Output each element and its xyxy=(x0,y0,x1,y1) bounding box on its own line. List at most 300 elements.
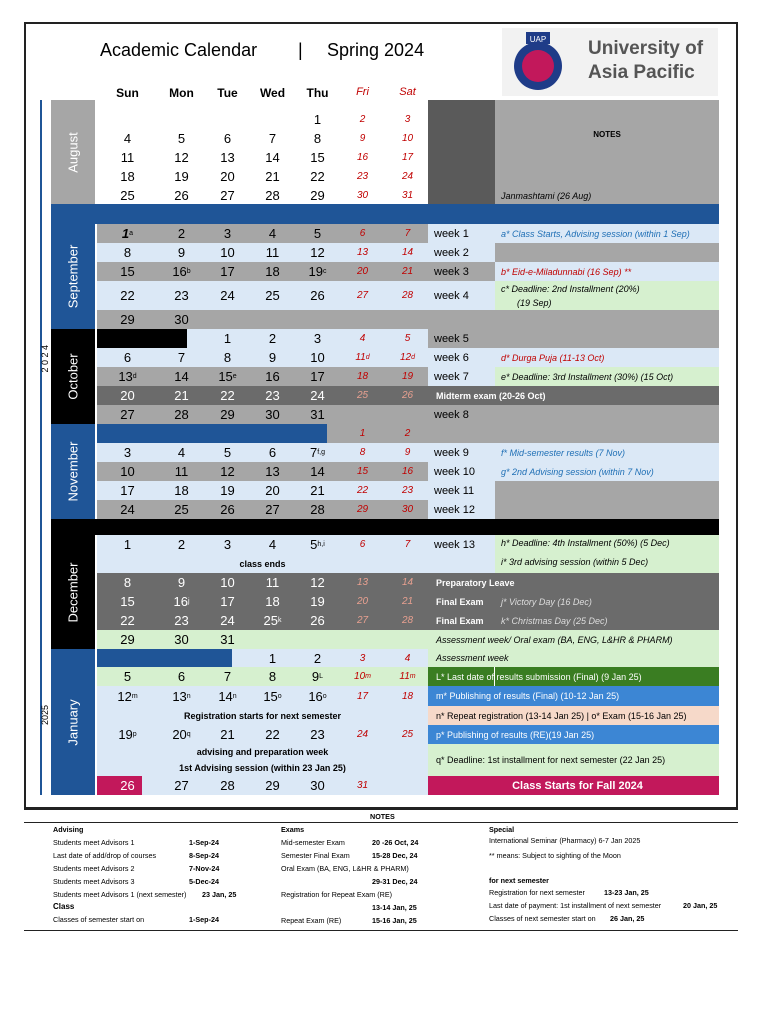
day-cell: 4 xyxy=(404,652,411,664)
day-cell: 14 xyxy=(401,577,414,588)
day-cell: 16 o xyxy=(308,688,327,704)
weekday-sat: Sat xyxy=(399,86,416,98)
day-cell: 21 xyxy=(310,483,325,498)
day-cell: 23 xyxy=(356,171,369,182)
day-cell: 21 xyxy=(265,169,280,184)
exam-item: Semester Final Exam xyxy=(281,851,350,860)
day-cell: 19 xyxy=(310,594,325,609)
exam-date: 15-28 Dec, 24 xyxy=(372,851,418,860)
note-text: g* 2nd Advising session (within 7 Nov) xyxy=(501,466,654,477)
footer-title: NOTES xyxy=(370,812,395,821)
day-cell: 28 xyxy=(265,188,280,203)
year-2024-label: 2 0 2 4 xyxy=(40,345,50,373)
day-cell: 11 d xyxy=(355,352,370,363)
weekday-mon: Mon xyxy=(169,86,194,100)
day-cell: 13 xyxy=(356,577,369,588)
day-cell: 10 xyxy=(220,575,235,590)
day-cell: 19 xyxy=(220,483,235,498)
day-cell: 7 xyxy=(177,350,186,365)
day-cell: 20 xyxy=(356,266,369,277)
weekday-fri: Fri xyxy=(356,86,369,98)
day-cell: 7 f,g xyxy=(309,445,326,460)
day-cell: 6 xyxy=(123,350,132,365)
day-cell: 12 xyxy=(310,575,325,590)
day-cell: 25 xyxy=(356,390,369,401)
day-cell: 5 xyxy=(404,333,411,344)
week-label: week 3 xyxy=(434,265,469,278)
day-cell: 18 xyxy=(120,169,135,184)
day-cell: 17 xyxy=(310,369,325,384)
day-cell: 1 xyxy=(223,331,232,346)
logo-name-line2: Asia Pacific xyxy=(588,62,695,83)
day-cell: 15 e xyxy=(218,369,237,384)
note-text: e* Deadline: 3rd Installment (30%) (15 Oct) xyxy=(501,371,674,382)
weekday-thu: Thu xyxy=(306,86,329,100)
day-cell: 29 xyxy=(120,312,135,327)
day-cell: 26 xyxy=(310,613,325,628)
advising-date: 7-Nov-24 xyxy=(189,864,220,873)
class-item: Classes of semester start on xyxy=(53,915,145,924)
next-semester-date: 20 Jan, 25 xyxy=(683,901,718,910)
day-cell: 15 o xyxy=(263,688,282,704)
day-cell: 23 xyxy=(265,388,280,403)
note-text: k* Christmas Day (25 Dec) xyxy=(501,615,608,626)
day-cell: 22 xyxy=(220,388,235,403)
day-cell: 10 xyxy=(220,245,235,260)
day-cell: 18 xyxy=(356,371,369,382)
event-band: Midterm exam (20-26 Oct) xyxy=(436,390,546,401)
day-cell: 1 xyxy=(313,112,322,127)
day-cell: 24 xyxy=(356,729,369,740)
day-cell: 17 xyxy=(120,483,135,498)
day-cell: 28 xyxy=(174,407,189,422)
day-cell: 18 xyxy=(265,264,280,279)
day-cell: 3 xyxy=(223,537,232,552)
row-subtitle: Registration starts for next semester xyxy=(183,710,342,721)
day-cell: 16 xyxy=(356,152,369,163)
day-cell: 31 xyxy=(356,780,369,791)
advising-date: 5-Dec-24 xyxy=(189,877,219,886)
day-cell: 9 xyxy=(177,245,186,260)
day-cell: 17 xyxy=(220,264,235,279)
cell-bg xyxy=(51,204,719,224)
year-rule xyxy=(40,100,42,795)
cell-bg xyxy=(495,243,719,262)
day-cell: 14 xyxy=(174,369,189,384)
exam-item: Registration for Repeat Exam (RE) xyxy=(281,890,393,899)
note-text: q* Deadline: 1st installment for next semester (22 Jan 25) xyxy=(436,754,666,765)
day-cell: 26 xyxy=(220,502,235,517)
day-cell: 12 m xyxy=(117,688,138,704)
day-cell: 7 xyxy=(223,669,232,684)
week-label: week 10 xyxy=(434,465,475,478)
advising-item: Last date of add/drop of courses xyxy=(53,851,157,860)
day-cell: 22 xyxy=(310,169,325,184)
note-text: Janmashtami (26 Aug) xyxy=(501,190,592,201)
month-name: December xyxy=(65,562,81,622)
university-logo xyxy=(502,28,718,96)
week-label: week 2 xyxy=(434,246,469,259)
day-cell: 10 xyxy=(401,133,414,144)
day-cell: 8 xyxy=(223,350,232,365)
day-cell: 9 xyxy=(404,447,411,458)
week-label: week 6 xyxy=(434,351,469,364)
day-cell: 24 xyxy=(220,288,235,303)
month-label-november xyxy=(51,424,95,519)
row-subtitle: advising and preparation week xyxy=(196,747,329,757)
day-cell: 2 xyxy=(177,226,186,241)
day-cell: 4 xyxy=(123,131,132,146)
exam-date: 29-31 Dec, 24 xyxy=(372,877,418,886)
advising-date: 23 Jan, 25 xyxy=(202,890,237,899)
weekday-wed: Wed xyxy=(259,86,286,100)
day-cell: 26 xyxy=(174,188,189,203)
advising-item: Students meet Advisors 1 xyxy=(53,838,135,847)
note-text: j* Victory Day (16 Dec) xyxy=(501,596,592,607)
day-cell: 18 xyxy=(174,483,189,498)
next-semester-item: Last date of payment: 1st installment of next semester xyxy=(489,901,662,910)
logo-name-line1: University of xyxy=(588,38,704,59)
month-label-september xyxy=(51,224,95,329)
day-cell: 27 xyxy=(356,290,369,301)
exam-date: 20 -26 Oct, 24 xyxy=(372,838,419,847)
exam-item: Repeat Exam (RE) xyxy=(281,916,342,925)
day-cell: 7 xyxy=(268,131,277,146)
day-cell: 10 xyxy=(310,350,325,365)
event-band: Assessment week/ Oral exam (BA, ENG, L&HR & PHARM) xyxy=(436,634,673,645)
month-name: August xyxy=(65,131,81,173)
day-cell: 2 xyxy=(313,650,322,666)
month-name: September xyxy=(65,244,81,309)
day-cell: 19 c xyxy=(308,264,327,279)
day-cell: 17 xyxy=(356,690,369,702)
week-label: week 4 xyxy=(434,289,469,302)
row-subtitle: class ends xyxy=(239,558,286,569)
day-cell: 23 xyxy=(174,288,189,303)
advising-item: Students meet Advisors 3 xyxy=(53,877,135,886)
day-cell: 22 xyxy=(120,613,135,628)
day-cell: 2 xyxy=(359,114,366,125)
day-cell: 8 xyxy=(313,131,322,146)
week-label: week 1 xyxy=(434,227,469,240)
day-cell: 14 xyxy=(265,150,280,165)
month-name: January xyxy=(65,698,81,746)
calendar-title: Academic Calendar xyxy=(100,40,258,60)
day-cell: 6 xyxy=(359,228,366,239)
day-cell: 28 xyxy=(220,778,235,793)
day-cell: 4 xyxy=(268,537,277,552)
day-cell: 13 xyxy=(356,247,369,258)
week-label: week 11 xyxy=(434,484,475,497)
day-cell: 3 xyxy=(313,331,322,346)
footer-rule xyxy=(24,930,738,931)
day-cell: 24 xyxy=(310,388,325,403)
notes-heading: NOTES xyxy=(593,130,621,139)
note-text: L* Last date of results submission (Final) (9 Jan 25) xyxy=(436,671,642,682)
day-cell: 6 xyxy=(268,445,277,460)
footer-rule xyxy=(24,809,738,810)
day-cell: 27 xyxy=(265,502,280,517)
day-cell: 24 xyxy=(120,502,135,517)
day-cell: 18 xyxy=(401,690,414,702)
day-cell: 24 xyxy=(220,613,235,628)
day-cell: 22 xyxy=(356,485,369,496)
day-cell: 22 xyxy=(120,288,135,303)
day-cell: 19 xyxy=(401,371,414,382)
day-cell: 8 xyxy=(123,575,132,590)
uap-seal-icon xyxy=(502,28,582,96)
next-semester-date: 26 Jan, 25 xyxy=(610,914,645,923)
week-label: week 9 xyxy=(434,446,469,459)
day-cell: 23 xyxy=(310,727,325,742)
day-cell: 9 xyxy=(359,133,366,144)
day-cell: 12 xyxy=(220,464,235,479)
month-name: October xyxy=(65,353,81,400)
day-cell: 25 xyxy=(401,729,414,740)
day-cell: 30 xyxy=(174,632,189,647)
day-cell: 10 xyxy=(120,464,135,479)
day-cell: 15 xyxy=(356,466,369,477)
day-cell: 1 a xyxy=(121,226,134,241)
cell-bg xyxy=(97,424,327,443)
cell-bg xyxy=(187,310,428,329)
event-band: Final Exam xyxy=(436,596,484,607)
day-cell: 13 xyxy=(265,464,280,479)
day-cell: 9 xyxy=(177,575,186,590)
year-2025-label: 2025 xyxy=(40,705,50,726)
footer-rule xyxy=(24,822,738,823)
cell-bg xyxy=(97,649,232,667)
event-band: Assessment week xyxy=(436,653,509,663)
day-cell: 3 xyxy=(223,226,232,241)
day-cell: 30 xyxy=(310,778,325,793)
cell-bg xyxy=(495,481,719,519)
cell-bg xyxy=(495,405,719,443)
month-label-august xyxy=(51,100,95,204)
day-cell: 5 xyxy=(313,226,322,241)
day-cell: 31 xyxy=(220,632,235,647)
day-cell: 9 xyxy=(268,350,277,365)
day-cell: 11 xyxy=(265,575,280,590)
weekday-sun: Sun xyxy=(116,86,139,100)
special-item: ** means: Subject to sighting of the Moon xyxy=(489,851,621,860)
day-cell: 8 xyxy=(268,669,277,684)
day-cell: 27 xyxy=(174,778,189,793)
day-cell: 5 xyxy=(177,131,186,146)
day-cell: 6 xyxy=(359,539,366,550)
next-semester-item: Registration for next semester xyxy=(489,888,585,897)
month-label-december xyxy=(51,535,95,649)
week-label: week 13 xyxy=(434,538,475,551)
day-cell: 21 xyxy=(401,266,414,277)
day-cell: 10 m xyxy=(354,671,371,682)
day-cell: 15 xyxy=(310,150,325,165)
day-cell: 17 xyxy=(401,152,414,163)
day-cell: 4 xyxy=(177,445,186,460)
day-cell: 2 xyxy=(177,537,186,552)
day-cell: 1 xyxy=(359,428,366,439)
weekday-tue: Tue xyxy=(217,86,238,100)
month-label-october xyxy=(51,329,95,424)
week-label: week 8 xyxy=(434,408,469,421)
cell-bg xyxy=(428,100,495,204)
day-cell: 5 h,i xyxy=(310,537,325,552)
day-cell: 16 j xyxy=(173,594,190,609)
day-cell: 20 xyxy=(220,169,235,184)
day-cell: 5 xyxy=(223,445,232,460)
day-cell: 20 xyxy=(356,596,369,607)
day-cell: 12 xyxy=(174,150,189,165)
day-cell: 23 xyxy=(401,485,414,496)
day-cell: 5 xyxy=(123,669,132,684)
day-cell: 12 d xyxy=(399,352,416,363)
day-cell: 18 xyxy=(265,594,280,609)
day-cell: 15 xyxy=(120,264,135,279)
day-cell: 30 xyxy=(401,504,414,515)
week-label: week 12 xyxy=(434,503,475,516)
day-cell: 25 xyxy=(265,288,280,303)
day-cell: 16 xyxy=(401,466,414,477)
day-cell: 20 xyxy=(120,388,135,403)
week-label: week 7 xyxy=(434,370,469,383)
special-heading: Special xyxy=(489,825,515,834)
day-cell: 29 xyxy=(310,188,325,203)
note-text: m* Publishing of results (Final) (10-12 Jan 25) xyxy=(436,691,620,701)
day-cell: 28 xyxy=(401,290,414,301)
advising-date: 8-Sep-24 xyxy=(189,851,219,860)
day-cell: 12 xyxy=(310,245,325,260)
day-cell: 19 xyxy=(174,169,189,184)
day-cell: 11 xyxy=(174,464,189,479)
day-cell: 25 xyxy=(120,188,135,203)
day-cell: 13 xyxy=(220,150,235,165)
next-semester-item: Classes of next semester start on xyxy=(489,914,596,923)
logo-badge: UAP xyxy=(529,35,547,44)
day-cell: 14 n xyxy=(218,688,237,704)
day-cell: 31 xyxy=(310,407,325,422)
day-cell: 20 xyxy=(265,483,280,498)
day-cell: 11 m xyxy=(399,671,416,682)
day-cell: 7 xyxy=(404,228,411,239)
day-cell: 24 xyxy=(401,171,414,182)
week-label: week 5 xyxy=(434,332,469,345)
advising-item: Students meet Advisors 1 (next semester) xyxy=(53,890,187,899)
day-cell: 25 k xyxy=(263,613,282,628)
class-date: 1-Sep-24 xyxy=(189,915,219,924)
row-subtitle: 1st Advising session (within 23 Jan 25) xyxy=(179,763,346,773)
day-cell: 30 xyxy=(174,312,189,327)
day-cell: 30 xyxy=(356,190,369,201)
day-cell: 8 xyxy=(123,245,132,260)
day-cell: 2 xyxy=(268,331,277,346)
title-divider: | xyxy=(298,40,303,60)
day-cell: 16 xyxy=(265,369,280,384)
exam-date: 13-14 Jan, 25 xyxy=(372,903,417,912)
advising-item: Students meet Advisors 2 xyxy=(53,864,135,873)
day-cell: 13 n xyxy=(172,688,191,704)
advising-heading: Advising xyxy=(53,825,84,834)
day-cell: 30 xyxy=(265,407,280,422)
day-cell: 6 xyxy=(177,669,186,684)
event-band: Preparatory Leave xyxy=(436,577,515,588)
next-semester-heading: for next semester xyxy=(489,876,549,885)
cell-bg xyxy=(97,329,187,348)
day-cell: 26 xyxy=(120,778,135,793)
term-label: Spring 2024 xyxy=(327,40,425,60)
day-cell: 20 q xyxy=(172,727,191,742)
day-cell: 19 p xyxy=(118,727,137,742)
day-cell: 2 xyxy=(404,428,411,439)
day-cell: 3 xyxy=(359,652,366,664)
day-cell: 3 xyxy=(404,114,411,125)
day-cell: 13 d xyxy=(118,369,137,384)
day-cell: 1 xyxy=(268,650,277,666)
day-cell: 6 xyxy=(223,131,232,146)
exam-item: Oral Exam (BA, ENG, L&HR & PHARM) xyxy=(281,864,409,873)
note-text: p* Publishing of results (RE)(19 Jan 25) xyxy=(436,729,595,740)
day-cell: 29 xyxy=(265,778,280,793)
note-text: n* Repeat registration (13-14 Jan 25) | o* Exam (15-16 Jan 25) xyxy=(436,710,687,721)
note-text: h* Deadline: 4th Installment (50%) (5 Dec) xyxy=(501,538,670,548)
day-cell: 26 xyxy=(310,288,325,303)
day-cell: 4 xyxy=(268,226,277,241)
day-cell: 31 xyxy=(401,190,414,201)
day-cell: 11 xyxy=(265,245,280,260)
day-cell: 14 xyxy=(310,464,325,479)
day-cell: 7 xyxy=(404,539,411,550)
day-cell: 29 xyxy=(120,632,135,647)
day-cell: 27 xyxy=(120,407,135,422)
day-cell: 9 L xyxy=(311,669,324,684)
day-cell: 29 xyxy=(356,504,369,515)
note-text: i* 3rd advising session (within 5 Dec) xyxy=(501,556,649,567)
exam-item: Mid-semester Exam xyxy=(281,838,345,847)
day-cell: 27 xyxy=(356,615,369,626)
note-text: a* Class Starts, Advising session (within 1 Sep) xyxy=(501,228,690,239)
exam-date: 15-16 Jan, 25 xyxy=(372,916,417,925)
day-cell: 25 xyxy=(174,502,189,517)
day-cell: 3 xyxy=(123,445,132,460)
day-cell: 27 xyxy=(220,188,235,203)
note-text: (19 Sep) xyxy=(517,297,552,308)
day-cell: 28 xyxy=(310,502,325,517)
day-cell: 8 xyxy=(359,447,366,458)
day-cell: 21 xyxy=(174,388,189,403)
note-text: b* Eid-e-Miladunnabi (16 Sep) ** xyxy=(501,266,632,277)
day-cell: 16 b xyxy=(172,264,191,279)
cell-bg xyxy=(495,310,719,348)
note-text: f* Mid-semester results (7 Nov) xyxy=(501,447,626,458)
event-band: Class Starts for Fall 2024 xyxy=(512,779,643,792)
next-semester-date: 13-23 Jan, 25 xyxy=(604,888,649,897)
cell-bg xyxy=(51,519,719,535)
day-cell: 17 xyxy=(220,594,235,609)
day-cell: 1 xyxy=(123,537,132,552)
class-heading: Class xyxy=(53,902,75,911)
day-cell: 4 xyxy=(359,333,366,344)
day-cell: 21 xyxy=(220,727,235,742)
note-text: c* Deadline: 2nd Installment (20%) xyxy=(501,284,640,294)
month-name: November xyxy=(65,441,81,502)
note-text: d* Durga Puja (11-13 Oct) xyxy=(501,352,605,363)
day-cell: 21 xyxy=(401,596,414,607)
event-band: Final Exam xyxy=(436,615,484,626)
day-cell: 23 xyxy=(174,613,189,628)
month-label-january xyxy=(51,649,95,795)
day-cell: 15 xyxy=(120,594,135,609)
day-cell: 14 xyxy=(401,247,414,258)
advising-date: 1-Sep-24 xyxy=(189,838,219,847)
